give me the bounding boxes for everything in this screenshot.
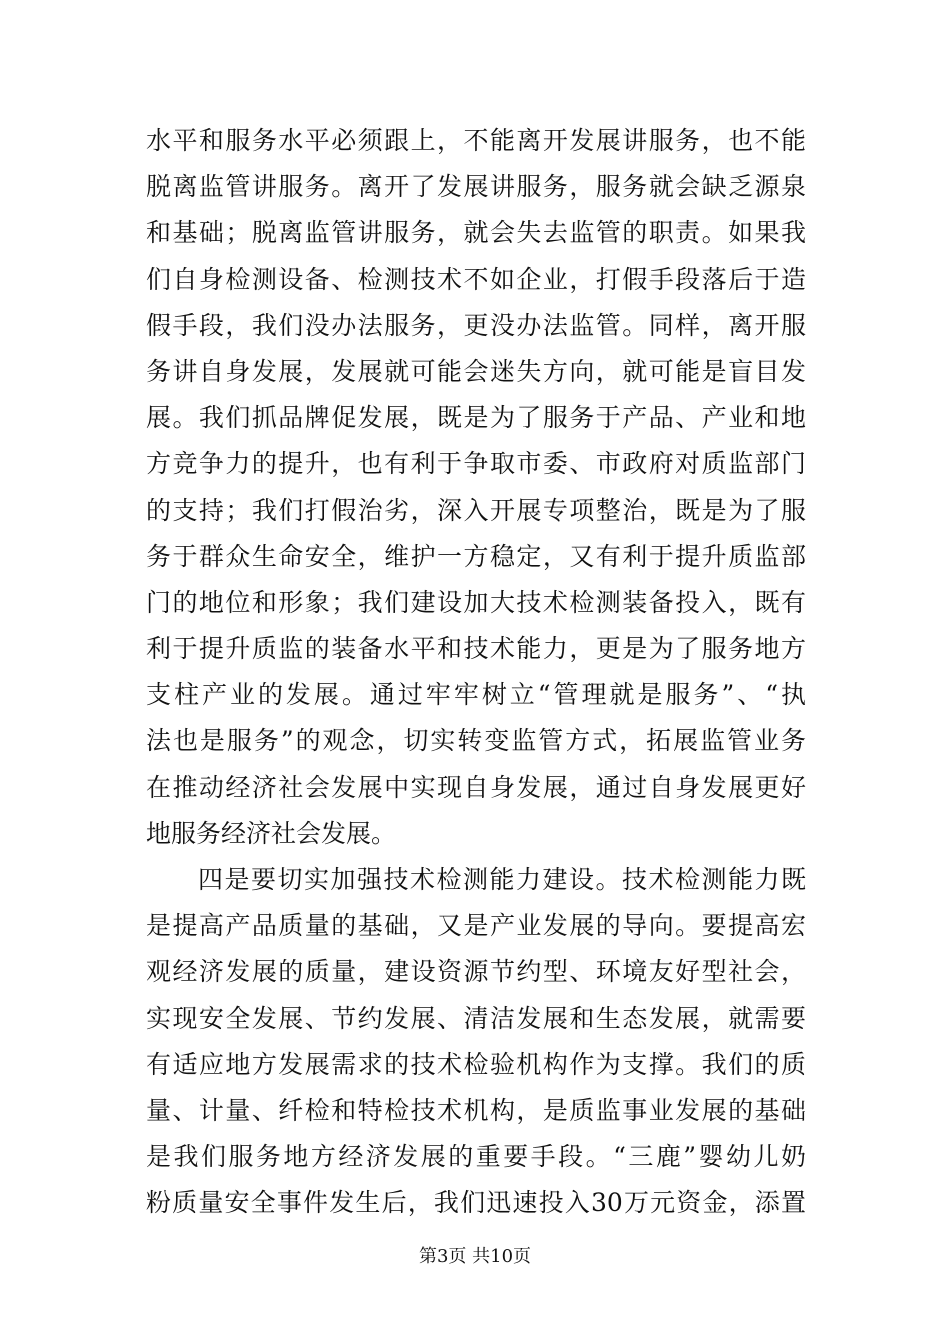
text-line: 利于提升质监的装备水平和技术能力，更是为了服务地方: [146, 634, 806, 664]
text-line: 的支持；我们打假治劣，深入开展专项整治，既是为了服: [146, 495, 806, 525]
text-line: 支柱产业的发展。通过牢牢树立“管理就是服务”、“执: [146, 680, 806, 710]
text-line: 水平和服务水平必须跟上，不能离开发展讲服务，也不能: [146, 126, 806, 155]
text-line: 粉质量安全事件发生后，我们迅速投入30万元资金，添置: [146, 1188, 806, 1218]
text-line: 观经济发展的质量，建设资源节约型、环境友好型社会，: [146, 957, 806, 987]
text-line: 在推动经济社会发展中实现自身发展，通过自身发展更好: [146, 772, 806, 802]
text-line: 地服务经济社会发展。: [146, 818, 397, 848]
text-line: 门的地位和形象；我们建设加大技术检测装备投入，既有: [146, 587, 806, 617]
text-line: 脱离监管讲服务。离开了发展讲服务，服务就会缺乏源泉: [146, 172, 806, 202]
text-line: 和基础；脱离监管讲服务，就会失去监管的职责。如果我: [146, 218, 806, 248]
page-number-footer: 第3页 共10页: [418, 1246, 532, 1267]
text-line: 有适应地方发展需求的技术检验机构作为支撑。我们的质: [146, 1049, 806, 1079]
text-line: 四是要切实加强技术检测能力建设。技术检测能力既: [198, 865, 806, 894]
text-line: 是提高产品质量的基础，又是产业发展的导向。要提高宏: [146, 911, 806, 941]
text-line: 展。我们抓品牌促发展，既是为了服务于产品、产业和地: [146, 403, 806, 433]
text-line: 假手段，我们没办法服务，更没办法监管。同样，离开服: [146, 310, 806, 340]
body-text: [146, 118, 806, 1227]
text-line: 方竞争力的提升，也有利于争取市委、市政府对质监部门: [146, 449, 806, 479]
text-line: 是我们服务地方经济发展的重要手段。“三鹿”婴幼儿奶: [146, 1142, 806, 1172]
text-line: 务于群众生命安全，维护一方稳定，又有利于提升质监部: [146, 541, 806, 571]
text-line: 务讲自身发展，发展就可能会迷失方向，就可能是盲目发: [146, 356, 806, 386]
text-line: 法也是服务”的观念，切实转变监管方式，拓展监管业务: [146, 726, 806, 756]
text-line: 量、计量、纤检和特检技术机构，是质监事业发展的基础: [146, 1095, 806, 1125]
text-line: 实现安全发展、节约发展、清洁发展和生态发展，就需要: [146, 1003, 806, 1033]
text-line: 们自身检测设备、检测技术不如企业，打假手段落后于造: [146, 264, 806, 294]
